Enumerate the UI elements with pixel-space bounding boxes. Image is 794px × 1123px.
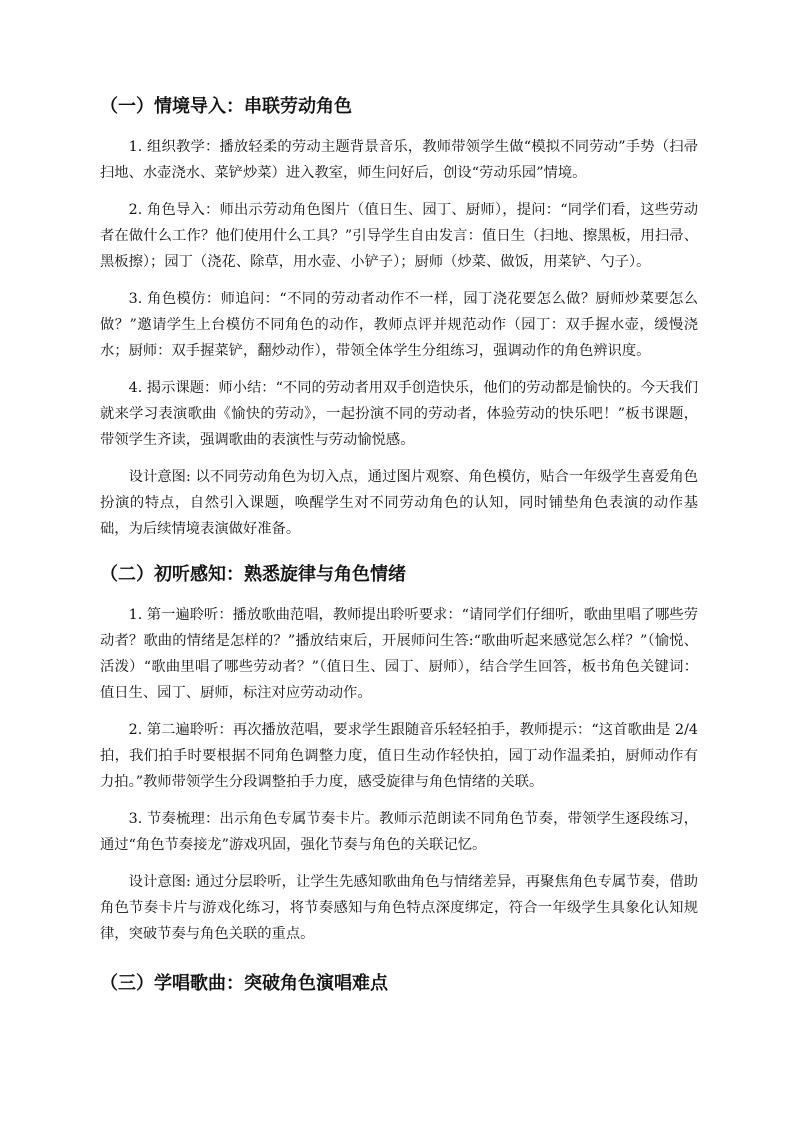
document-body (100, 92, 698, 999)
section-2-design-intent: 设计意图: 通过分层聆听，让学生先感知歌曲角色与情绪差异，再聚焦角色专属节奏，借助角色节奏卡片与游戏化练习，将节奏感知与角色特点深度绑定，符合一年级学生具象化认知规律，突破节奏与角色关联的重点。 (100, 874, 698, 942)
section-1-heading: （一）情境导入：串联劳动角色 (100, 96, 352, 117)
section-2-paragraph-1: 1. 第一遍聆听：播放歌曲范唱，教师提出聆听要求：“请同学们仔细听，歌曲里唱了哪些劳动者？歌曲的情绪是怎样的？”播放结束后，开展师问生答:“歌曲听起来感觉怎么样？”（愉悦、活泼）“歌曲里唱了哪些劳动者？”（值日生、园丁、厨师），结合学生回答，板书角色关键词：值日生、园丁、厨师，标注对应劳动动作。 (100, 607, 698, 701)
section-3-heading: （三）学唱歌曲：突破角色演唱难点 (100, 973, 388, 994)
section-2-heading: （二）初听感知：熟悉旋律与角色情绪 (100, 564, 406, 585)
section-1-paragraph-3: 3. 角色模仿：师追问：“不同的劳动者动作不一样，园丁浇花要怎么做？厨师炒菜要怎么做？”邀请学生上台模仿不同角色的动作，教师点评并规范动作（园丁：双手握水壶，缓慢浇水；厨师：双手握菜铲，翻炒动作），带领全体学生分组练习，强调动作的角色辨识度。 (100, 291, 698, 359)
section-1-paragraph-1: 1. 组织教学：播放轻柔的劳动主题背景音乐，教师带领学生做“模拟不同劳动”手势（扫帚扫地、水壶浇水、菜铲炒菜）进入教室，师生问好后，创设“劳动乐园”情境。 (100, 139, 698, 181)
section-2-paragraph-2: 2. 第二遍聆听：再次播放范唱，要求学生跟随音乐轻轻拍手，教师提示：“这首歌曲是 2/4 拍，我们拍手时要根据不同角色调整力度，值日生动作轻快拍，园丁动作温柔拍，厨师动作有力拍。”教师带领学生分段调整拍手力度，感受旋律与角色情绪的关联。 (100, 722, 698, 790)
section-2-paragraph-3: 3. 节奏梳理：出示角色专属节奏卡片。教师示范朗读不同角色节奏，带领学生逐段练习，通过“角色节奏接龙”游戏巩固，强化节奏与角色的关联记忆。 (100, 811, 698, 853)
section-1-paragraph-2: 2. 角色导入：师出示劳动角色图片（值日生、园丁、厨师），提问：“同学们看，这些劳动者在做什么工作？他们使用什么工具？”引导学生自由发言：值日生（扫地、擦黑板，用扫帚、黑板擦）；园丁（浇花、除草，用水壶、小铲子）；厨师（炒菜、做饭，用菜铲、勺子）。 (100, 202, 698, 270)
section-1-paragraph-4: 4. 揭示课题：师小结：“不同的劳动者用双手创造快乐，他们的劳动都是愉快的。今天我们就来学习表演歌曲《愉快的劳动》，一起扮演不同的劳动者，体验劳动的快乐吧！”板书课题，带领学生齐读，强调歌曲的表演性与劳动愉悦感。 (100, 380, 698, 448)
section-1-design-intent: 设计意图: 以不同劳动角色为切入点，通过图片观察、角色模仿，贴合一年级学生喜爱角色扮演的特点，自然引入课题，唤醒学生对不同劳动角色的认知，同时铺垫角色表演的动作基础，为后续情境表演做好准备。 (100, 469, 698, 537)
